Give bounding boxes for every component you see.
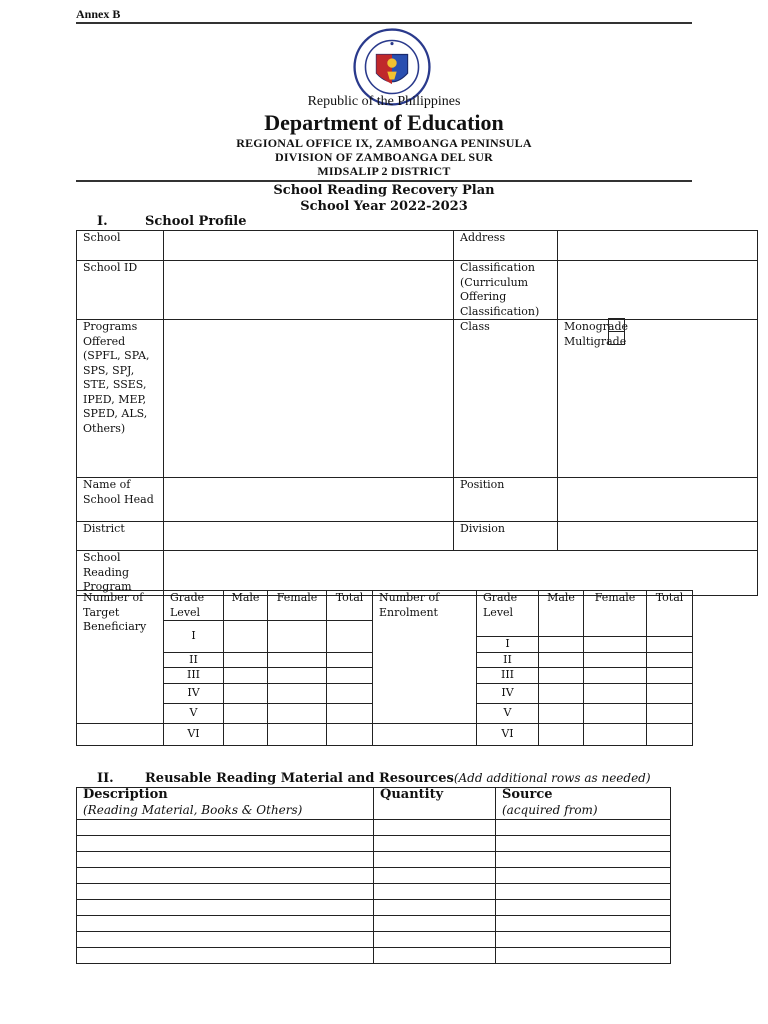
tb-grade-VI: VI bbox=[164, 723, 224, 745]
tb-female-header: Female bbox=[268, 591, 327, 621]
en-female-III[interactable] bbox=[584, 668, 647, 684]
enrolment-label: Number of Enrolment bbox=[373, 591, 477, 724]
material-source-cell[interactable] bbox=[496, 852, 671, 868]
en-total-V[interactable] bbox=[647, 703, 693, 723]
tb-male-III[interactable] bbox=[224, 668, 268, 684]
tb-grade-level-header: Grade Level bbox=[164, 591, 224, 621]
material-description-cell[interactable] bbox=[77, 916, 374, 932]
material-source-cell[interactable] bbox=[496, 932, 671, 948]
en-male-III[interactable] bbox=[539, 668, 584, 684]
tb-female-III[interactable] bbox=[268, 668, 327, 684]
material-source-cell[interactable] bbox=[496, 836, 671, 852]
target-beneficiary-label: Number of Target Beneficiary bbox=[77, 591, 164, 724]
tb-male-IV[interactable] bbox=[224, 683, 268, 703]
source-title: Source bbox=[502, 787, 553, 802]
section2-title bbox=[145, 771, 651, 786]
description-header bbox=[77, 788, 374, 820]
section1-heading bbox=[97, 214, 397, 230]
material-source-cell[interactable] bbox=[496, 900, 671, 916]
en-total-III[interactable] bbox=[647, 668, 693, 684]
source-header bbox=[496, 788, 671, 820]
tb-female-IV[interactable] bbox=[268, 683, 327, 703]
section2-label: Reusable Reading Material and Resources bbox=[145, 771, 454, 786]
en-male-II[interactable] bbox=[539, 652, 584, 668]
address-field[interactable] bbox=[558, 231, 758, 261]
tb-male-I[interactable] bbox=[224, 621, 268, 653]
tb-grade-III: III bbox=[164, 668, 224, 684]
beneficiary-spacer bbox=[77, 723, 164, 745]
plan-title: School Reading Recovery Plan bbox=[273, 183, 495, 198]
tb-total-I[interactable] bbox=[327, 621, 373, 653]
division-label: Division bbox=[454, 522, 558, 551]
material-description-cell[interactable] bbox=[77, 884, 374, 900]
en-total-header: Total bbox=[647, 591, 693, 637]
en-grade-VI: VI bbox=[477, 723, 539, 745]
en-grade-level-header: Grade Level bbox=[477, 591, 539, 637]
quantity-header bbox=[374, 788, 496, 820]
description-subtitle: (Reading Material, Books & Others) bbox=[83, 802, 303, 817]
section2-note: (Add additional rows as needed) bbox=[453, 771, 651, 785]
source-subtitle: (acquired from) bbox=[502, 802, 598, 817]
division-field[interactable] bbox=[558, 522, 758, 551]
en-grade-IV: IV bbox=[477, 683, 539, 703]
tb-female-V[interactable] bbox=[268, 703, 327, 723]
class-options bbox=[558, 320, 758, 478]
material-description-cell[interactable] bbox=[77, 900, 374, 916]
reading-materials-table bbox=[76, 787, 671, 964]
material-source-cell[interactable] bbox=[496, 868, 671, 884]
header-rule bbox=[76, 22, 692, 24]
material-quantity-cell[interactable] bbox=[374, 884, 496, 900]
material-quantity-cell[interactable] bbox=[374, 852, 496, 868]
section2-number: II. bbox=[97, 771, 114, 786]
class-checkboxes bbox=[608, 318, 625, 345]
region-text: REGIONAL OFFICE IX, ZAMBOANGA PENINSULA bbox=[236, 136, 532, 150]
material-source-cell[interactable] bbox=[496, 884, 671, 900]
en-total-II[interactable] bbox=[647, 652, 693, 668]
address-label: Address bbox=[454, 231, 558, 261]
classification-field[interactable] bbox=[558, 261, 758, 320]
material-quantity-cell[interactable] bbox=[374, 932, 496, 948]
section1-number: I. bbox=[97, 214, 108, 229]
material-description-cell[interactable] bbox=[77, 852, 374, 868]
tb-total-IV[interactable] bbox=[327, 683, 373, 703]
programs-offered-field[interactable] bbox=[164, 320, 454, 478]
enrolment-spacer bbox=[373, 723, 477, 745]
position-field[interactable] bbox=[558, 478, 758, 522]
material-quantity-cell[interactable] bbox=[374, 836, 496, 852]
material-quantity-cell[interactable] bbox=[374, 900, 496, 916]
class-label: Class bbox=[454, 320, 558, 478]
tb-male-II[interactable] bbox=[224, 652, 268, 668]
tb-male-V[interactable] bbox=[224, 703, 268, 723]
tb-total-header: Total bbox=[327, 591, 373, 621]
en-female-V[interactable] bbox=[584, 703, 647, 723]
quantity-title: Quantity bbox=[380, 787, 444, 802]
division-text: DIVISION OF ZAMBOANGA DEL SUR bbox=[274, 150, 494, 164]
material-quantity-cell[interactable] bbox=[374, 868, 496, 884]
tb-male-VI[interactable] bbox=[224, 723, 268, 745]
annex-label: Annex B bbox=[76, 7, 121, 21]
reading-program-label: School Reading Program bbox=[77, 551, 164, 596]
tb-grade-V: V bbox=[164, 703, 224, 723]
tb-total-V[interactable] bbox=[327, 703, 373, 723]
tb-grade-II: II bbox=[164, 652, 224, 668]
material-quantity-cell[interactable] bbox=[374, 948, 496, 964]
en-male-I[interactable] bbox=[539, 637, 584, 653]
monograde-checkbox[interactable] bbox=[608, 318, 625, 332]
tb-female-VI[interactable] bbox=[268, 723, 327, 745]
district-label: District bbox=[77, 522, 164, 551]
school-head-label: Name of School Head bbox=[77, 478, 164, 522]
district-field[interactable] bbox=[164, 522, 454, 551]
material-description-cell[interactable] bbox=[77, 820, 374, 836]
en-female-II[interactable] bbox=[584, 652, 647, 668]
position-label: Position bbox=[454, 478, 558, 522]
multigrade-checkbox[interactable] bbox=[608, 331, 625, 345]
tb-female-I[interactable] bbox=[268, 621, 327, 653]
school-id-field[interactable] bbox=[164, 261, 454, 320]
classification-label: Classification (Curriculum Offering Classification) bbox=[454, 261, 558, 320]
material-description-cell[interactable] bbox=[77, 932, 374, 948]
en-grade-II: II bbox=[477, 652, 539, 668]
description-title: Description bbox=[83, 787, 168, 802]
material-description-cell[interactable] bbox=[77, 836, 374, 852]
tb-male-header: Male bbox=[224, 591, 268, 621]
en-female-IV[interactable] bbox=[584, 683, 647, 703]
tb-grade-I: I bbox=[164, 621, 224, 653]
tb-total-III[interactable] bbox=[327, 668, 373, 684]
beneficiary-enrolment-table bbox=[76, 590, 693, 746]
reading-program-field[interactable] bbox=[164, 551, 758, 596]
monograde-label: Monograde bbox=[564, 320, 629, 333]
school-head-field[interactable] bbox=[164, 478, 454, 522]
en-male-header: Male bbox=[539, 591, 584, 637]
material-description-cell[interactable] bbox=[77, 868, 374, 884]
programs-offered-label: Programs Offered (SPFL, SPA, SPS, SPJ, STE, SSES, IPED, MEP, SPED, ALS, Others) bbox=[77, 320, 164, 478]
en-grade-V: V bbox=[477, 703, 539, 723]
multigrade-label: Multigrade bbox=[564, 334, 627, 348]
school-id-label: School ID bbox=[77, 261, 164, 320]
school-profile-table bbox=[76, 230, 758, 596]
header-divider bbox=[76, 180, 692, 182]
section2-heading bbox=[97, 771, 697, 787]
en-female-header: Female bbox=[584, 591, 647, 637]
material-source-cell[interactable] bbox=[496, 948, 671, 964]
material-quantity-cell[interactable] bbox=[374, 820, 496, 836]
en-total-VI[interactable] bbox=[647, 723, 693, 745]
school-field[interactable] bbox=[164, 231, 454, 261]
republic-text: Republic of the Philippines bbox=[307, 94, 461, 109]
material-description-cell[interactable] bbox=[77, 948, 374, 964]
tb-female-II[interactable] bbox=[268, 652, 327, 668]
en-total-IV[interactable] bbox=[647, 683, 693, 703]
en-male-VI[interactable] bbox=[539, 723, 584, 745]
section1-label: School Profile bbox=[145, 214, 247, 229]
en-grade-I: I bbox=[477, 637, 539, 653]
material-source-cell[interactable] bbox=[496, 820, 671, 836]
school-year: School Year 2022-2023 bbox=[300, 199, 468, 214]
tb-grade-IV: IV bbox=[164, 683, 224, 703]
en-male-IV[interactable] bbox=[539, 683, 584, 703]
tb-total-VI[interactable] bbox=[327, 723, 373, 745]
department-title: Department of Education bbox=[264, 110, 504, 135]
en-grade-III: III bbox=[477, 668, 539, 684]
tb-total-II[interactable] bbox=[327, 652, 373, 668]
school-label: School bbox=[77, 231, 164, 261]
en-male-V[interactable] bbox=[539, 703, 584, 723]
en-female-VI[interactable] bbox=[584, 723, 647, 745]
en-total-I[interactable] bbox=[647, 637, 693, 653]
district-text: MIDSALIP 2 DISTRICT bbox=[317, 164, 451, 178]
material-quantity-cell[interactable] bbox=[374, 916, 496, 932]
en-female-I[interactable] bbox=[584, 637, 647, 653]
material-source-cell[interactable] bbox=[496, 916, 671, 932]
